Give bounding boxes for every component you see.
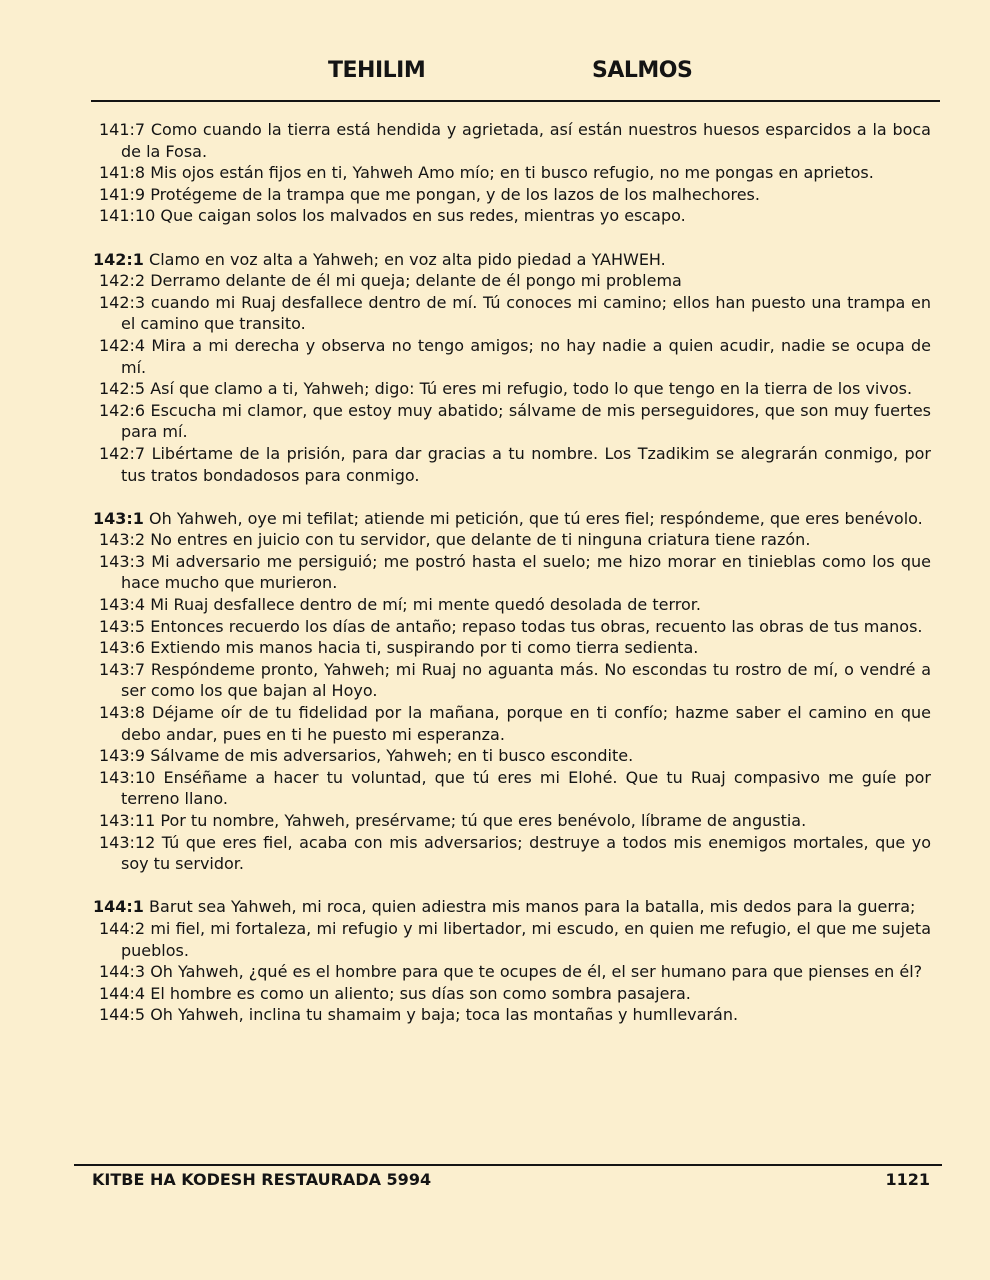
- verse-ref: 141:8: [99, 163, 146, 183]
- footer-rule: [74, 1164, 942, 1166]
- verse: [93, 832, 931, 875]
- verse-text: Déjame oír de tu fidelidad por la mañana, porque en ti confío; hazme saber el camino en que debo andar, pues en ti he puesto mi esperanza.: [121, 703, 932, 744]
- verse-text: Mi Ruaj desfallece dentro de mí; mi mente quedó desolada de terror.: [150, 595, 701, 615]
- verse-ref: 143:5: [99, 616, 146, 636]
- verse-ref: 143:4: [99, 595, 146, 615]
- verse: [93, 961, 931, 983]
- verse-text: Oh Yahweh, inclina tu shamaim y baja; toca las montañas y humllevarán.: [150, 1005, 739, 1025]
- verse-ref: 144:2: [99, 918, 146, 938]
- verse-ref: 143:6: [99, 638, 146, 658]
- verse-text: Protégeme de la trampa que me pongan, y de los lazos de los malhechores.: [150, 184, 760, 204]
- verse-ref: 141:10: [99, 206, 156, 226]
- verse: [93, 443, 931, 486]
- verse-text: Libértame de la prisión, para dar gracias a tu nombre. Los Tzadikim se alegrarán conmigo, por tus tratos bondadosos para conmigo.: [121, 443, 932, 485]
- verse-ref: 144:3: [99, 962, 146, 982]
- verse-text: Oh Yahweh, oye mi tefilat; atiende mi petición, que tú eres fiel; respóndeme, que eres benévolo.: [149, 508, 923, 528]
- verse-text: No entres en juicio con tu servidor, que delante de ti ninguna criatura tiene razón.: [150, 530, 811, 550]
- verse-text: Que caigan solos los malvados en sus redes, mientras yo escapo.: [160, 206, 686, 226]
- verse-text: Mi adversario me persiguió; me postró hasta el suelo; me hizo morar en tinieblas como los que hace mucho que murieron.: [121, 551, 931, 593]
- verse: [93, 400, 931, 443]
- verse-text: cuando mi Ruaj desfallece dentro de mí. Tú conoces mi camino; ellos han puesto una trampa en el camino que transito.: [121, 292, 931, 334]
- verse: [93, 983, 931, 1005]
- footer-book-title: KITBE HA KODESH RESTAURADA 5994: [92, 1170, 432, 1189]
- verse-ref: 142:4: [99, 335, 146, 355]
- verse-ref: 143:9: [99, 746, 146, 766]
- verse: [93, 162, 931, 184]
- verse: [93, 637, 931, 659]
- verse: [93, 594, 931, 616]
- verse: [93, 529, 931, 551]
- verse-ref: 142:7: [99, 443, 146, 463]
- chapter-gap: [93, 486, 931, 508]
- verse: [93, 205, 931, 227]
- verse: [93, 551, 931, 594]
- chapter-verse-ref: 144:1: [93, 897, 144, 917]
- verse: [93, 745, 931, 767]
- verse-chapter-start: [93, 249, 931, 271]
- verse-text: Entonces recuerdo los días de antaño; repaso todas tus obras, recuento las obras de tus manos.: [150, 616, 923, 636]
- scripture-body: [93, 119, 931, 1026]
- verse-text: Tú que eres fiel, acaba con mis adversarios; destruye a todos mis enemigos mortales, que yo soy tu servidor.: [121, 832, 931, 874]
- chapter-verse-ref: 143:1: [93, 508, 144, 528]
- verse: [93, 184, 931, 206]
- page-number: 1121: [885, 1170, 930, 1189]
- page-header: [0, 58, 990, 90]
- verse: [93, 378, 931, 400]
- verse: [93, 702, 931, 745]
- verse-chapter-start: [93, 508, 931, 530]
- verse-ref: 143:2: [99, 530, 146, 550]
- verse-text: Clamo en voz alta a Yahweh; en voz alta pido piedad a YAHWEH.: [149, 249, 666, 269]
- verse: [93, 270, 931, 292]
- verse-ref: 142:3: [99, 292, 146, 312]
- header-spanish-title: SALMOS: [592, 58, 693, 83]
- verse-text: Escucha mi clamor, que estoy muy abatido; sálvame de mis perseguidores, que son muy fuertes para mí.: [121, 400, 932, 442]
- verse-text: Como cuando la tierra está hendida y agrietada, así están nuestros huesos esparcidos a la boca de la Fosa.: [121, 120, 931, 161]
- verse-ref: 143:11: [99, 811, 156, 830]
- header-rule: [91, 100, 940, 102]
- verse-text: Así que clamo a ti, Yahweh; digo: Tú eres mi refugio, todo lo que tengo en la tierra de los vivos.: [150, 379, 913, 399]
- verse-ref: 143:12: [99, 832, 156, 852]
- verse-text: Barut sea Yahweh, mi roca, quien adiestra mis manos para la batalla, mis dedos para la guerra;: [149, 897, 916, 917]
- verse-text: Extiendo mis manos hacia ti, suspirando por ti como tierra sedienta.: [150, 638, 699, 658]
- verse-ref: 143:7: [99, 659, 146, 679]
- verse: [93, 1004, 931, 1026]
- header-hebrew-title: TEHILIM: [328, 58, 426, 83]
- verse-ref: 144:5: [99, 1005, 146, 1025]
- verse-chapter-start: [93, 896, 931, 918]
- chapter-verse-ref: 142:1: [93, 249, 144, 269]
- page-footer: [0, 1170, 990, 1196]
- verse-text: Por tu nombre, Yahweh, presérvame; tú que eres benévolo, líbrame de angustia.: [160, 811, 807, 830]
- verse-ref: 143:8: [99, 703, 146, 723]
- verse-text: Oh Yahweh, ¿qué es el hombre para que te ocupes de él, el ser humano para que pienses en él?: [150, 962, 923, 982]
- verse-ref: 143:10: [99, 767, 156, 787]
- verse-text: El hombre es como un aliento; sus días son como sombra pasajera.: [150, 983, 691, 1003]
- verse-ref: 142:2: [99, 271, 146, 291]
- verse-text: Sálvame de mis adversarios, Yahweh; en ti busco escondite.: [150, 746, 634, 766]
- verse: [93, 810, 931, 832]
- verse-ref: 142:5: [99, 379, 146, 399]
- verse-text: mi fiel, mi fortaleza, mi refugio y mi libertador, mi escudo, en quien me refugio, el que me sujeta pueblos.: [121, 918, 931, 960]
- verse: [93, 616, 931, 638]
- verse-ref: 143:3: [99, 551, 146, 571]
- verse-ref: 141:9: [99, 184, 146, 204]
- verse: [93, 659, 931, 702]
- verse: [93, 918, 931, 961]
- verse-text: Mis ojos están fijos en ti, Yahweh Amo mío; en ti busco refugio, no me pongas en aprietos.: [150, 163, 874, 183]
- chapter-gap: [93, 227, 931, 249]
- verse: [93, 335, 931, 378]
- verse-ref: 142:6: [99, 400, 146, 420]
- verse-text: Derramo delante de él mi queja; delante de él pongo mi problema: [150, 271, 682, 291]
- verse: [93, 119, 931, 162]
- verse-ref: 144:4: [99, 983, 146, 1003]
- verse-text: Mira a mi derecha y observa no tengo amigos; no hay nadie a quien acudir, nadie se ocupa de mí.: [121, 335, 931, 377]
- verse-text: Respóndeme pronto, Yahweh; mi Ruaj no aguanta más. No escondas tu rostro de mí, o vendré a ser como los que bajan al Hoyo.: [121, 659, 931, 701]
- verse-ref: 141:7: [99, 120, 146, 139]
- verse-text: Enséñame a hacer tu voluntad, que tú eres mi Elohé. Que tu Ruaj compasivo me guíe por terreno llano.: [121, 767, 932, 809]
- verse: [93, 292, 931, 335]
- verse: [93, 767, 931, 810]
- chapter-gap: [93, 875, 931, 897]
